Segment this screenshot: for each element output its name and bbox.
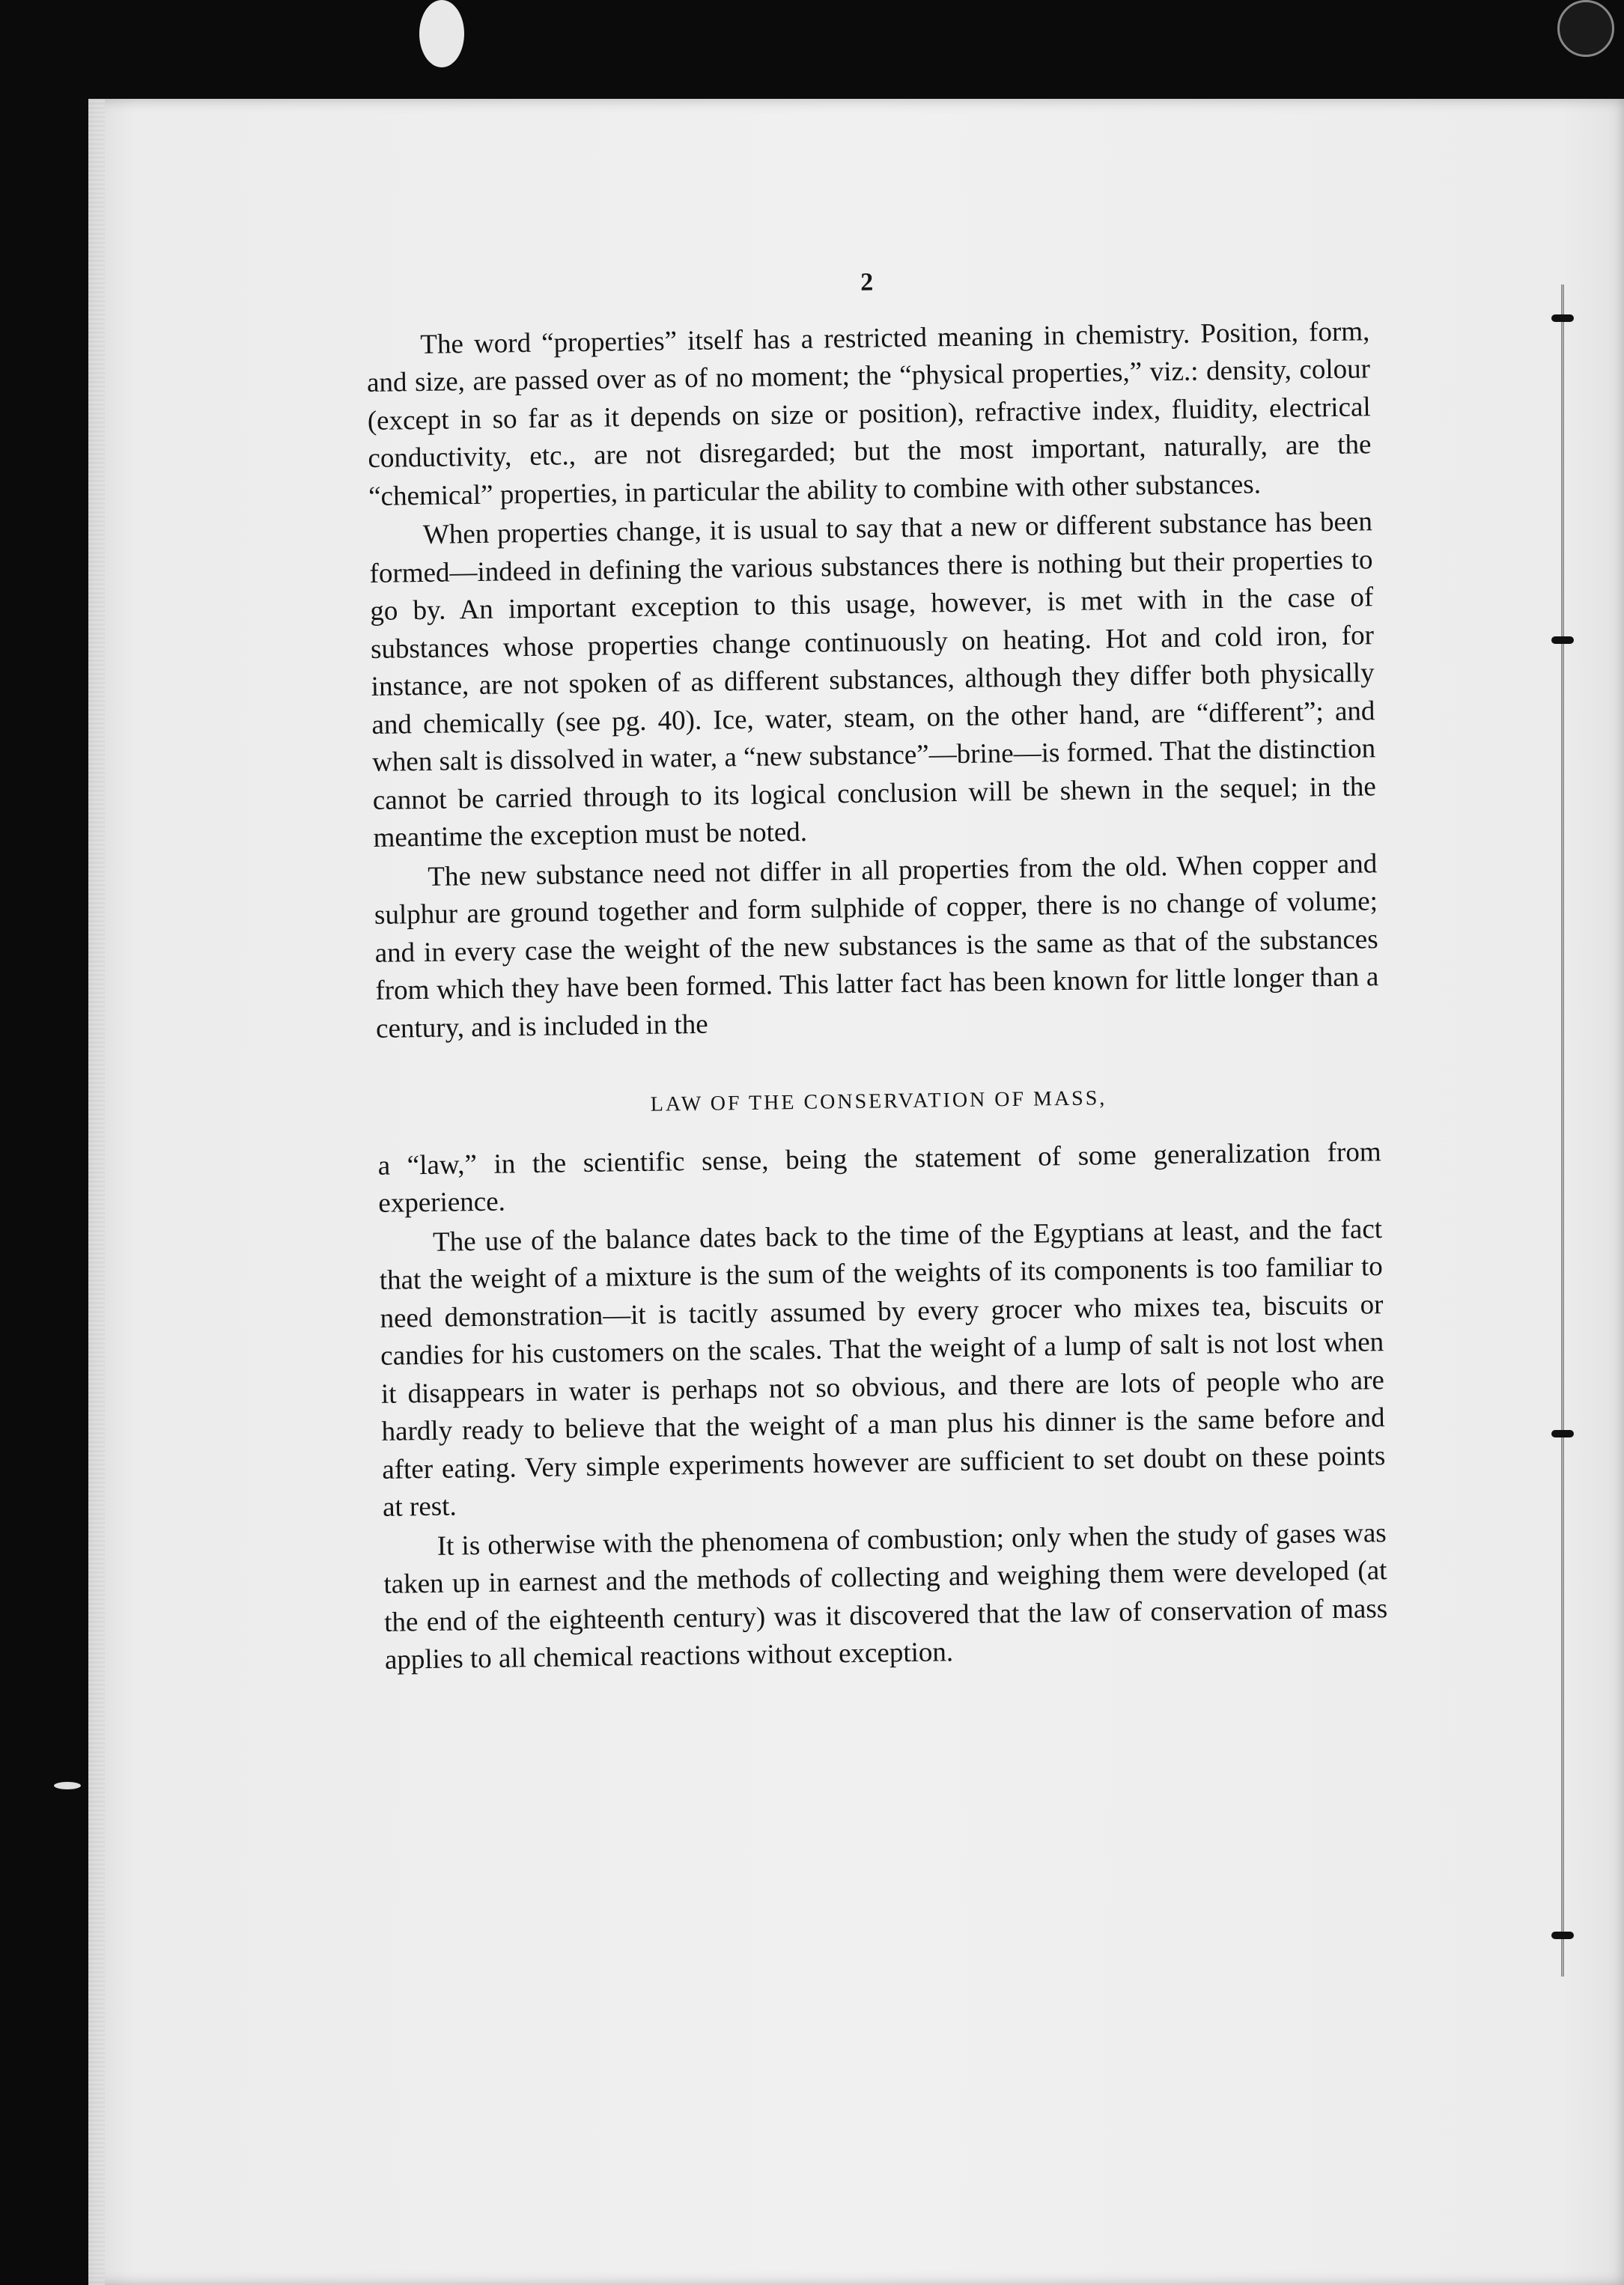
section-heading: LAW OF THE CONSERVATION OF MASS, <box>650 1086 1107 1116</box>
page-text-block <box>365 257 1388 1679</box>
scan-blemish <box>1557 0 1614 57</box>
paragraph: The new substance need not differ in all properties from the old. When copper and sulphur are ground together and form sulphide of copper, there is no change of volume; and in every case the weight of the new substances is the same as that of the substances from which they have been formed. This latter fact has been known for little longer than a century, and is included in the <box>374 848 1379 1044</box>
paragraph: When properties change, it is usual to say that a new or different substance has been formed—indeed in defining the various substances there is nothing but their properties to go by. An important exception to this usage, however, is met with in the case of substances whose properties change continuously on heating. Hot and cold iron, for instance, are not spoken of as different substances, although they differ both physically and chemically (see pg. 40). Ice, water, steam, on the other hand, are “different”; and when salt is dissolved in water, a “new substance”—brine—is formed. That the distinction cannot be carried through to its logical conclusion will be shewn in the sequel; in the meantime the exception must be noted. <box>369 506 1377 854</box>
binding-thread <box>1561 285 1564 1977</box>
stitch-mark <box>1551 1430 1574 1437</box>
paragraph: The use of the balance dates back to the time of the Egyptians at least, and the fact that the weight of a mixture is the sum of the weights of its components is too familiar to need demonstration—it is tacitly assumed by every grocer who mixes tea, biscuits or candies for his customers on the scales. That the weight of a lump of salt is not lost when it disappears in water is perhaps not so obvious, and there are lots of people who are hardly ready to believe that the weight of a man plus his dinner is the same before and after eating. Very simple experiments however are sufficient to set doubt on these points at rest. <box>379 1213 1386 1523</box>
page-left-edge <box>88 99 105 2285</box>
binding-stitches <box>1551 285 1574 1977</box>
paragraph: a “law,” in the scientific sense, being the statement of some generalization from experience. <box>377 1136 1381 1219</box>
scan-blemish <box>419 0 464 67</box>
paragraph: It is otherwise with the phenomena of combustion; only when the study of gases was taken up in earnest and the methods of collecting and weighing them were developed (at the end of the eighteenth century) was it discovered that the law of conservation of mass applies to all chemical reactions without exception. <box>383 1517 1388 1676</box>
page-number: 2 <box>860 268 875 296</box>
scan-blemish <box>54 1782 81 1789</box>
stitch-mark <box>1551 636 1574 644</box>
stitch-mark <box>1551 1932 1574 1939</box>
stitch-mark <box>1551 314 1574 322</box>
paragraph: The word “properties” itself has a restricted meaning in chemistry. Position, form, and size, are passed over as of no moment; the “physical properties,” viz.: density, colour (except in so far as it depends on size or position), refractive index, fluidity, electrical conductivity, etc., are not disregarded; but the most important, naturally, are the “chemical” properties, in particular the ability to combine with other substances. <box>366 315 1372 512</box>
